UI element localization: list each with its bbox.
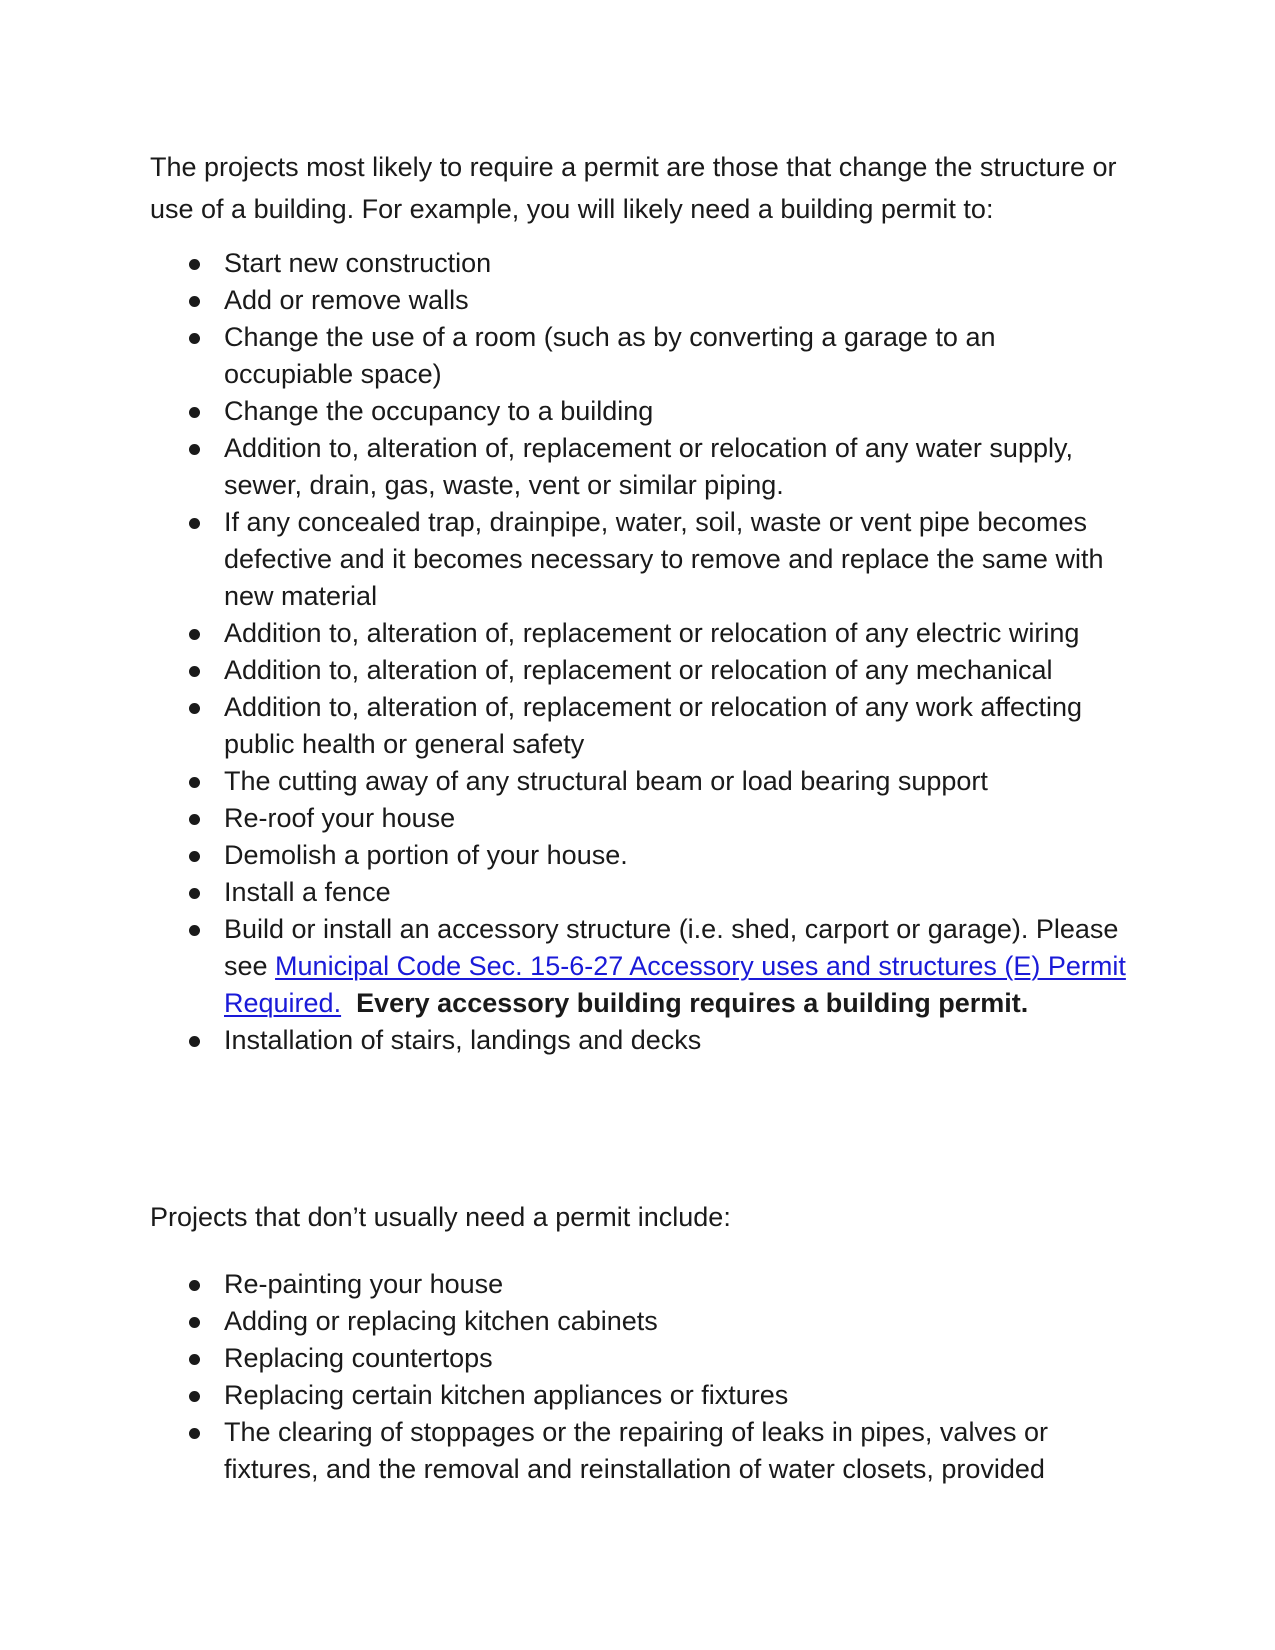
- list-item: [0, 504, 1129, 615]
- bullet-icon: [189, 814, 200, 825]
- list-item-text: If any concealed trap, drainpipe, water, soil, waste or vent pipe becomes defective and it becomes necessary to remove and replace the same with new material: [224, 507, 1104, 611]
- list-item: [0, 1022, 1129, 1059]
- bullet-icon: [189, 259, 200, 270]
- permit-required-list: [0, 245, 1275, 1059]
- list-item-text: Add or remove walls: [224, 285, 469, 315]
- bullet-icon: [189, 518, 200, 529]
- list-item-text: Install a fence: [224, 877, 391, 907]
- bullet-icon: [189, 1036, 200, 1047]
- bullet-icon: [189, 925, 200, 936]
- bullet-icon: [189, 1428, 200, 1439]
- list-item-text: Re-roof your house: [224, 803, 456, 833]
- bullet-icon: [189, 1280, 200, 1291]
- list-item-text: Installation of stairs, landings and decks: [224, 1025, 702, 1055]
- accessory-permit-note: Every accessory building requires a building permit.: [356, 988, 1029, 1018]
- list-item: [0, 763, 1129, 800]
- list-item: [0, 430, 1129, 504]
- list-item: [0, 689, 1129, 763]
- list-item-text: Demolish a portion of your house.: [224, 840, 628, 870]
- bullet-icon: [189, 629, 200, 640]
- bullet-icon: [189, 1317, 200, 1328]
- list-item-text: Change the occupancy to a building: [224, 396, 654, 426]
- list-item: [0, 1266, 1129, 1303]
- accessory-structure-item: [0, 911, 1129, 1022]
- list-item-text: The cutting away of any structural beam or load bearing support: [224, 766, 988, 796]
- list-item: [0, 800, 1129, 837]
- list-item: [0, 1303, 1129, 1340]
- list-item-text: Addition to, alteration of, replacement or relocation of any water supply, sewer, drain, gas, waste, vent or similar piping.: [224, 433, 1073, 500]
- list-item: [0, 319, 1129, 393]
- bullet-icon: [189, 296, 200, 307]
- list-item: [0, 652, 1129, 689]
- list-item: [0, 393, 1129, 430]
- list-item-text: Addition to, alteration of, replacement or relocation of any mechanical: [224, 655, 1053, 685]
- list-item-text: Re-painting your house: [224, 1269, 504, 1299]
- no-permit-list: [0, 1266, 1275, 1488]
- list-item-text: Change the use of a room (such as by converting a garage to an occupiable space): [224, 322, 996, 389]
- bullet-icon: [189, 666, 200, 677]
- list-item-text: Replacing countertops: [224, 1343, 493, 1373]
- list-item: [0, 282, 1129, 319]
- bullet-icon: [189, 1354, 200, 1365]
- bullet-icon: [189, 444, 200, 455]
- list-item-text: The clearing of stoppages or the repairing of leaks in pipes, valves or fixtures, and the removal and reinstallation of water closets, provided: [224, 1417, 1048, 1484]
- list-item-text: Addition to, alteration of, replacement or relocation of any electric wiring: [224, 618, 1080, 648]
- permit-required-intro: The projects most likely to require a permit are those that change the structure or use of a building. For example, you will likely need a building permit to:: [150, 152, 1117, 224]
- list-item-text: Start new construction: [224, 248, 492, 278]
- bullet-icon: [189, 703, 200, 714]
- list-item-text: Addition to, alteration of, replacement or relocation of any work affecting public health or general safety: [224, 692, 1082, 759]
- list-item: [0, 837, 1129, 874]
- bullet-icon: [189, 888, 200, 899]
- bullet-icon: [189, 333, 200, 344]
- bullet-icon: [189, 1391, 200, 1402]
- list-item: [0, 615, 1129, 652]
- list-item-text: Adding or replacing kitchen cabinets: [224, 1306, 658, 1336]
- bullet-icon: [189, 407, 200, 418]
- list-item-text: Replacing certain kitchen appliances or fixtures: [224, 1380, 789, 1410]
- list-item: [0, 1377, 1129, 1414]
- list-item: [0, 1414, 1129, 1488]
- list-item-text: Build or install an accessory structure (i.e. shed, carport or garage). Please see: [224, 914, 1119, 981]
- municipal-code-link[interactable]: Municipal Code Sec. 15-6-27 Accessory uses and structures (E) Permit Required.: [224, 951, 1126, 1018]
- no-permit-intro: Projects that don’t usually need a permit include:: [150, 1202, 731, 1232]
- bullet-icon: [189, 777, 200, 788]
- list-item: [0, 245, 1129, 282]
- bullet-icon: [189, 851, 200, 862]
- list-item: [0, 874, 1129, 911]
- list-item: [0, 1340, 1129, 1377]
